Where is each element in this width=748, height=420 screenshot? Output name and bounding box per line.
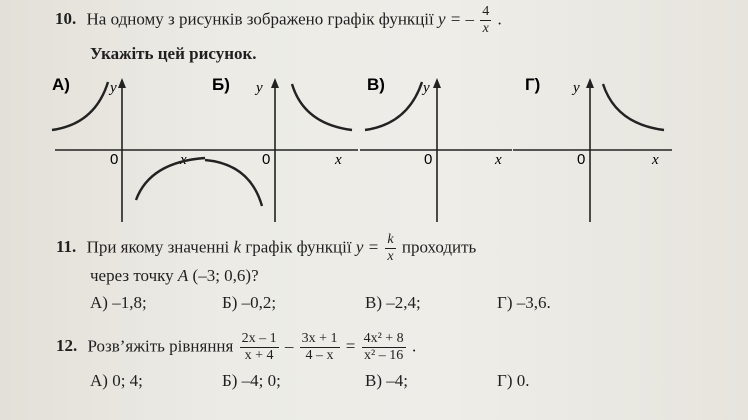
y-axis-label: y <box>110 80 117 96</box>
formula-lhs: y = <box>355 237 380 257</box>
question-11-line2 <box>90 266 259 286</box>
fraction-denominator: x² – 16 <box>364 348 404 363</box>
formula-end: . <box>411 336 417 356</box>
question-text: При якому значенні <box>86 237 230 257</box>
parameter-k: k <box>233 237 242 257</box>
y-axis-label: y <box>573 80 580 96</box>
fraction-numerator: 2x – 1 <box>241 331 277 346</box>
fraction-numerator: 3x + 1 <box>301 331 338 346</box>
fraction-3 <box>362 331 406 364</box>
fraction-denominator: x <box>387 249 394 264</box>
hyperbola-branch <box>292 84 352 130</box>
question-text: Розв’яжіть рівняння <box>87 336 234 356</box>
question-10-line2: Укажіть цей рисунок. <box>90 44 257 63</box>
graph-option-a <box>52 75 205 222</box>
hyperbola-branch <box>136 158 205 200</box>
y-axis-arrow <box>118 78 126 88</box>
x-axis-label: x <box>180 152 187 168</box>
y-axis-arrow <box>433 78 441 88</box>
question-text: через точку <box>90 266 174 285</box>
operator-minus: – <box>284 336 294 356</box>
question-text: На одному з рисунків зображено графік функції <box>86 9 434 29</box>
option-label: Г) <box>525 75 541 94</box>
question-number: 10. <box>55 9 77 29</box>
fraction-denominator: x <box>482 21 489 36</box>
hyperbola-branch <box>603 84 664 130</box>
formula-fraction <box>480 4 491 37</box>
y-axis-label: y <box>256 80 263 96</box>
formula-end: . <box>497 9 502 29</box>
formula-fraction <box>385 232 395 265</box>
question-number: 11. <box>56 237 77 257</box>
question-11 <box>56 232 476 265</box>
answer-option-d: Г) 0. <box>497 371 530 390</box>
option-label: Б) <box>212 75 230 94</box>
x-axis-label: x <box>495 152 502 168</box>
fraction-numerator: 4 <box>482 4 490 19</box>
graph-option-d <box>513 75 672 222</box>
formula-lhs: y = – <box>438 9 475 29</box>
question-text: проходить <box>401 237 477 257</box>
question-number: 12. <box>56 336 78 356</box>
y-axis-label: y <box>423 80 430 96</box>
question-12 <box>56 331 416 364</box>
graph-options <box>0 72 748 222</box>
answer-option-d: Г) –3,6. <box>497 293 551 312</box>
answer-option-a: А) –1,8; <box>90 293 147 312</box>
fraction-2 <box>300 331 340 364</box>
question-10 <box>55 4 502 37</box>
graph-option-c <box>360 75 512 222</box>
answer-option-c: В) –2,4; <box>365 293 421 312</box>
origin-label: 0 <box>110 151 119 168</box>
y-axis-arrow <box>586 78 594 88</box>
fraction-numerator: 4x² + 8 <box>363 331 404 346</box>
fraction-denominator: 4 – x <box>305 348 334 363</box>
graph-option-b <box>205 75 358 222</box>
option-label: А) <box>52 75 70 94</box>
fraction-1 <box>240 331 279 364</box>
answer-option-c: В) –4; <box>365 371 408 390</box>
answer-option-b: Б) –4; 0; <box>222 371 281 390</box>
fraction-numerator: k <box>387 232 394 247</box>
answer-option-b: Б) –0,2; <box>222 293 277 312</box>
operator-equals: = <box>345 336 356 356</box>
hyperbola-branch <box>205 160 262 206</box>
option-label: В) <box>367 75 385 94</box>
fraction-denominator: x + 4 <box>244 348 274 363</box>
answer-option-a: А) 0; 4; <box>90 371 143 390</box>
x-axis-label: x <box>652 152 659 168</box>
point-name: A <box>177 266 189 285</box>
origin-label: 0 <box>262 151 271 168</box>
point-coords: (–3; 0,6)? <box>192 266 259 285</box>
origin-label: 0 <box>424 151 433 168</box>
x-axis-label: x <box>335 152 342 168</box>
y-axis-arrow <box>271 78 279 88</box>
origin-label: 0 <box>577 151 586 168</box>
question-text: графік функції <box>245 237 352 257</box>
